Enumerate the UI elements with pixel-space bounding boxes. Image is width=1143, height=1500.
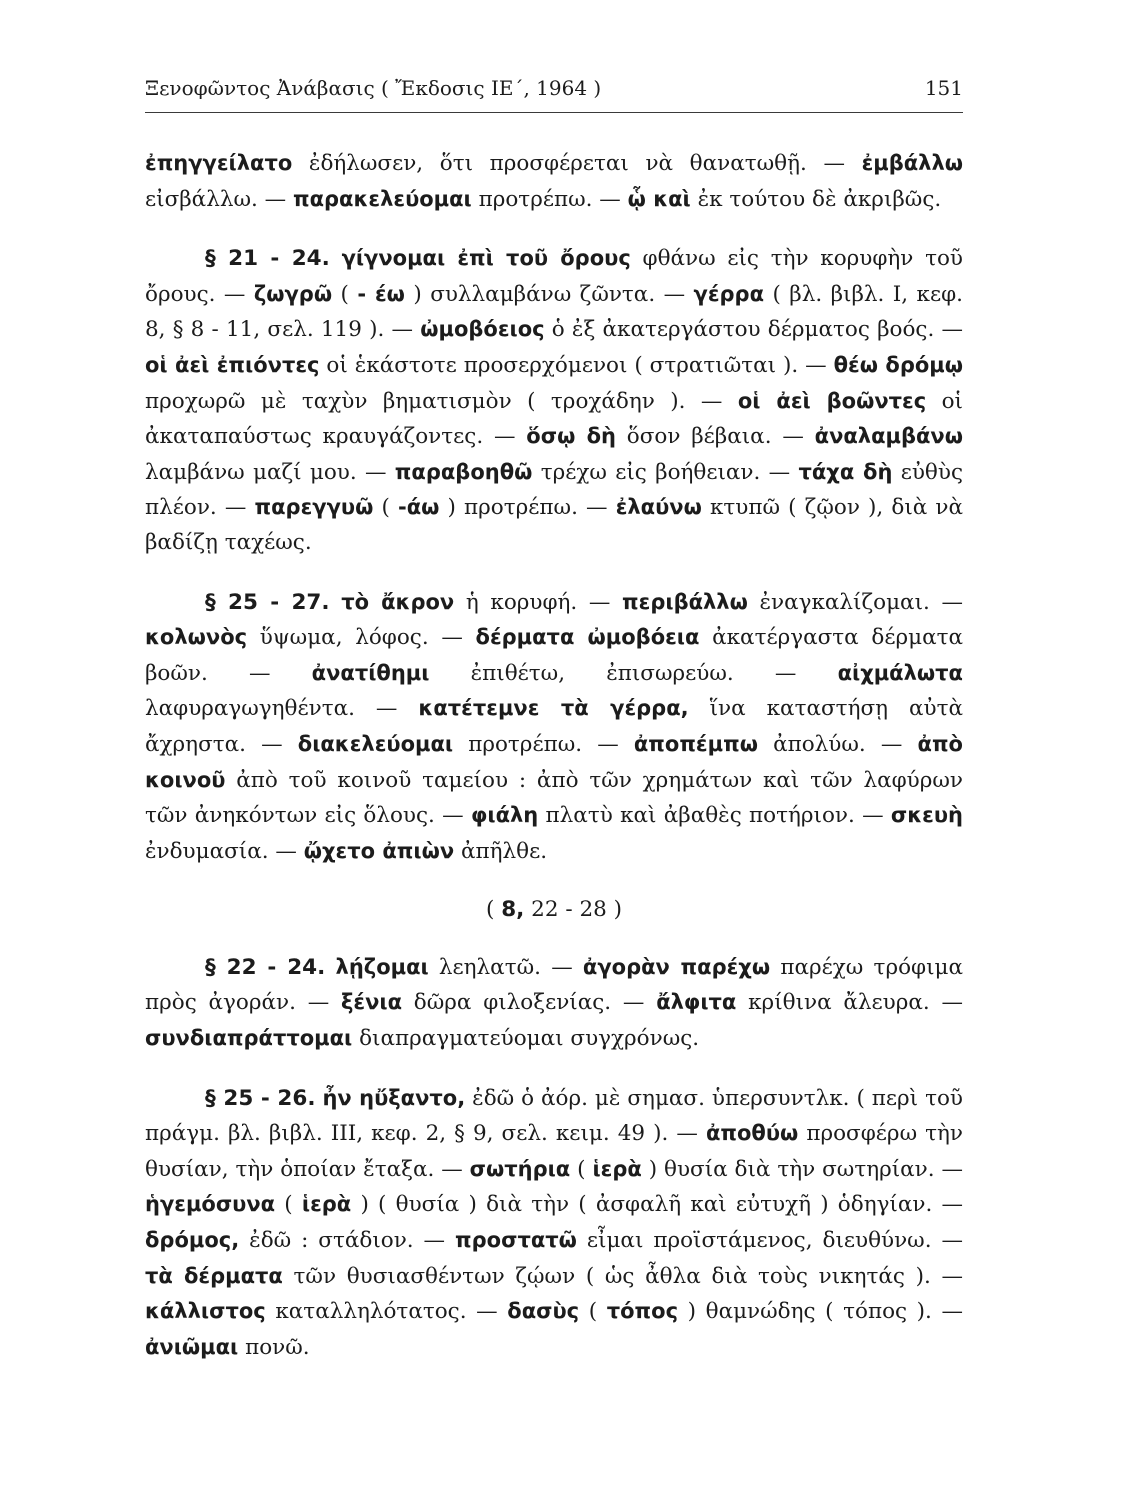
lemma: γίγνομαι ἐπὶ τοῦ ὄρους — [341, 246, 631, 271]
definition-text: λεηλατῶ. — — [428, 954, 583, 980]
definition-text: προτρέπω. — — [453, 731, 634, 757]
lemma: ᾤχετο ἀπιὼν — [303, 838, 455, 863]
definition-text — [330, 590, 342, 615]
lemma: οἱ ἀεὶ βοῶντες — [737, 388, 927, 413]
lemma: ἀνιῶμαι — [145, 1334, 239, 1359]
lemma: συνδιαπράττομαι — [145, 1026, 353, 1051]
lemma: -άω — [397, 495, 440, 520]
definition-text: ἀκατέργαστα δέρματα βοῶν. — — [145, 625, 964, 686]
lemma: ἀποπέμπω — [633, 731, 758, 756]
definition-text: ἐκ τούτου δὲ ἀκριβῶς. — [690, 186, 942, 212]
definition-text: ( — [275, 1192, 302, 1218]
definition-text: ( — [485, 897, 502, 923]
glossary-paragraph — [145, 146, 963, 217]
definition-text: διαπραγματεύομαι συγχρόνως. — [352, 1026, 700, 1052]
lemma: ἀποθύω — [705, 1121, 799, 1146]
lemma: παρακελεύομαι — [292, 186, 472, 211]
lemma: κολωνὸς — [145, 625, 248, 650]
definition-text: ) προτρέπω. — — [439, 495, 616, 521]
definition-text: προχωρῶ μὲ ταχὺν βηματισμὸν ( τροχάδην ). — — [145, 388, 738, 414]
lemma: ἀνατίθημι — [311, 660, 430, 685]
lemma: ἱερὰ — [592, 1156, 642, 1181]
definition-text: ἐπιθέτω, ἐπισωρεύω. — — [429, 660, 838, 686]
definition-text: ἐνδυμασία. — — [145, 838, 304, 864]
glossary-text — [145, 146, 963, 1389]
lemma: οἱ ἀεὶ ἐπιόντες — [145, 352, 320, 377]
lemma: κατέτεμνε τὰ γέρρα, — [418, 696, 689, 721]
lemma: λῄζομαι — [335, 954, 429, 979]
definition-text: εἶμαι προϊστάμενος, διευθύνω. — — [576, 1228, 963, 1254]
definition-text — [325, 955, 335, 980]
lemma: ἐμβάλλω — [861, 151, 963, 175]
lemma: δρόμος, — [145, 1228, 240, 1253]
definition-text: καταλληλότατος. — — [265, 1299, 508, 1325]
section-marker: § 25 - 27. — [205, 589, 330, 615]
lemma: προστατῶ — [455, 1228, 577, 1253]
definition-text: πονῶ. — [238, 1334, 310, 1360]
lemma: παραβοηθῶ — [394, 459, 533, 484]
definition-text: οἱ ἀκαταπαύστως κραυγάζοντες. — — [145, 388, 963, 450]
lemma: γέρρα — [693, 281, 765, 306]
definition-text: οἱ ἑκάστοτε προσερχόμενοι ( στρατιῶται ). — — [319, 352, 834, 378]
lemma: αἰχμάλωτα — [837, 660, 963, 685]
lemma: ἐλαύνω — [615, 495, 702, 520]
lemma: τὰ δέρματα — [145, 1263, 283, 1288]
definition-text: ἵνα καταστήσῃ αὐτὰ ἄχρηστα. — — [145, 696, 963, 757]
definition-text: ἀπολύω. — — [757, 731, 918, 757]
definition-text: δῶρα φιλοξενίας. — — [402, 990, 657, 1016]
definition-text: λαφυραγωγηθέντα. — — [145, 696, 419, 722]
lemma: ζωγρῶ — [253, 281, 333, 306]
definition-text: ) θαμνώδης ( τόπος ). — — [678, 1299, 963, 1325]
lemma: δασὺς — [507, 1299, 580, 1324]
lemma: τάχα δὴ — [798, 459, 893, 484]
lemma: ἱερὰ — [301, 1192, 352, 1217]
definition-text: ) ( θυσία ) διὰ τὴν ( ἀσφαλῆ καὶ εὐτυχῆ ) ὁδηγίαν. — — [351, 1192, 963, 1218]
definition-text: ) θυσία διὰ τὴν σωτηρίαν. — — [641, 1156, 963, 1182]
definition-text: παρέχω τρόφιμα πρὸς ἀγοράν. — — [145, 954, 963, 1016]
lemma: θέω δρόμῳ — [833, 352, 963, 377]
lemma: ἦν ηὔξαντο, — [322, 1085, 466, 1110]
definition-text: πλατὺ καὶ ἀβαθὲς ποτήριον. — — [538, 803, 891, 829]
definition-text: ) συλλαμβάνω ζῶντα. — — [404, 281, 694, 307]
definition-text: προσφέρω τὴν θυσίαν, τὴν ὁποίαν ἔταξα. — — [145, 1121, 963, 1182]
definition-text: λαμβάνω μαζί μου. — — [145, 459, 395, 485]
lemma: παρεγγυῶ — [254, 495, 374, 520]
section-marker: § 22 - 24. — [205, 954, 326, 980]
lemma: ὅσῳ δὴ — [526, 424, 616, 449]
lemma: - έω — [357, 281, 405, 306]
glossary-paragraph — [145, 1081, 963, 1366]
lemma: δέρματα ὠμοβόεια — [475, 625, 700, 650]
definition-text: ὕψωμα, λόφος. — — [247, 625, 476, 651]
lemma: ξένια — [340, 990, 402, 1015]
definition-text: εἰσβάλλω. — — [145, 186, 293, 212]
lemma: φιάλη — [470, 803, 539, 828]
chapter-reference — [145, 893, 963, 928]
lemma: ἄλφιτα — [656, 990, 737, 1015]
definition-text: προτρέπω. — — [471, 186, 628, 212]
running-title: Ξενοφῶντος Ἀνάβασις ( Ἔκδοσις ΙΕ΄, 1964 ) — [145, 76, 602, 100]
lemma: ἀπὸ κοινοῦ — [145, 731, 963, 792]
definition-text: φθάνω εἰς τὴν κορυφὴν τοῦ ὄρους. — — [145, 246, 963, 307]
lemma: ᾧ καὶ — [627, 186, 691, 211]
section-marker: § 25 - 26. — [205, 1085, 316, 1111]
definition-text: ( — [570, 1156, 593, 1182]
definition-text: κρίθινα ἄλευρα. — — [736, 990, 963, 1016]
definition-text — [330, 246, 342, 271]
lemma: ἡγεμόσυνα — [145, 1192, 276, 1217]
lemma: τόπος — [606, 1299, 679, 1324]
definition-text: τρέχω εἰς βοήθειαν. — — [532, 459, 799, 485]
lemma: σκευὴ — [890, 803, 964, 828]
running-header — [145, 76, 963, 113]
definition-text: ( — [332, 281, 358, 307]
definition-text: 22 - 28 ) — [524, 897, 623, 923]
definition-text: ἐδῶ ὁ ἀόρ. μὲ σημασ. ὑπερσυντλκ. ( περὶ τοῦ πράγμ. βλ. βιβλ. ΙΙΙ, κεφ. 2, § 9, σελ. κειμ. 49 ). — — [145, 1085, 963, 1147]
definition-text: κτυπῶ ( ζῷον ), διὰ νὰ βαδίζῃ ταχέως. — [145, 495, 963, 555]
lemma: κάλλιστος — [145, 1299, 266, 1324]
definition-text: ἀπῆλθε. — [454, 838, 548, 864]
section-marker: § 21 - 24. — [205, 246, 330, 272]
definition-text: εὐθὺς πλέον. — — [145, 459, 963, 521]
glossary-paragraph — [145, 241, 963, 560]
lemma: ἀγορὰν παρέχω — [582, 954, 771, 979]
lemma: διακελεύομαι — [297, 731, 454, 756]
lemma: ἐπηγγείλατο — [145, 151, 293, 175]
definition-text: ( — [579, 1299, 607, 1325]
definition-text: ὅσον βέβαια. — — [615, 424, 815, 450]
glossary-paragraph — [145, 585, 963, 870]
definition-text: ὁ ἐξ ἀκατεργάστου δέρματος βοός. — — [544, 317, 963, 343]
lemma: ὠμοβόειος — [420, 317, 545, 342]
definition-text: ἡ κορυφή. — — [454, 589, 623, 615]
lemma: τὸ ἄκρον — [341, 589, 455, 614]
definition-text: ( — [373, 495, 398, 521]
section-marker: 8, — [501, 897, 525, 923]
lemma: περιβάλλω — [622, 589, 748, 614]
lemma: ἀναλαμβάνω — [814, 424, 963, 449]
definition-text: ἐδῶ : στάδιον. — — [239, 1228, 456, 1254]
definition-text: ( βλ. βιβλ. Ι, κεφ. 8, § 8 - 11, σελ. 119 ). — — [145, 281, 964, 343]
definition-text: ἐναγκαλίζομαι. — — [747, 589, 963, 615]
definition-text: ἀπὸ τοῦ κοινοῦ ταμείου : ἀπὸ τῶν χρημάτων καὶ τῶν λαφύρων τῶν ἀνηκόντων εἰς ὅλους. — — [145, 767, 963, 829]
definition-text: ἐδήλωσεν, ὅτι προσφέρεται νὰ θανατωθῇ. — — [292, 151, 862, 176]
definition-text: τῶν θυσιασθέντων ζῴων ( ὡς ἆθλα διὰ τοὺς νικητάς ). — — [282, 1263, 963, 1289]
page-number: 151 — [924, 76, 963, 100]
glossary-paragraph — [145, 950, 963, 1057]
lemma: σωτήρια — [469, 1156, 571, 1181]
